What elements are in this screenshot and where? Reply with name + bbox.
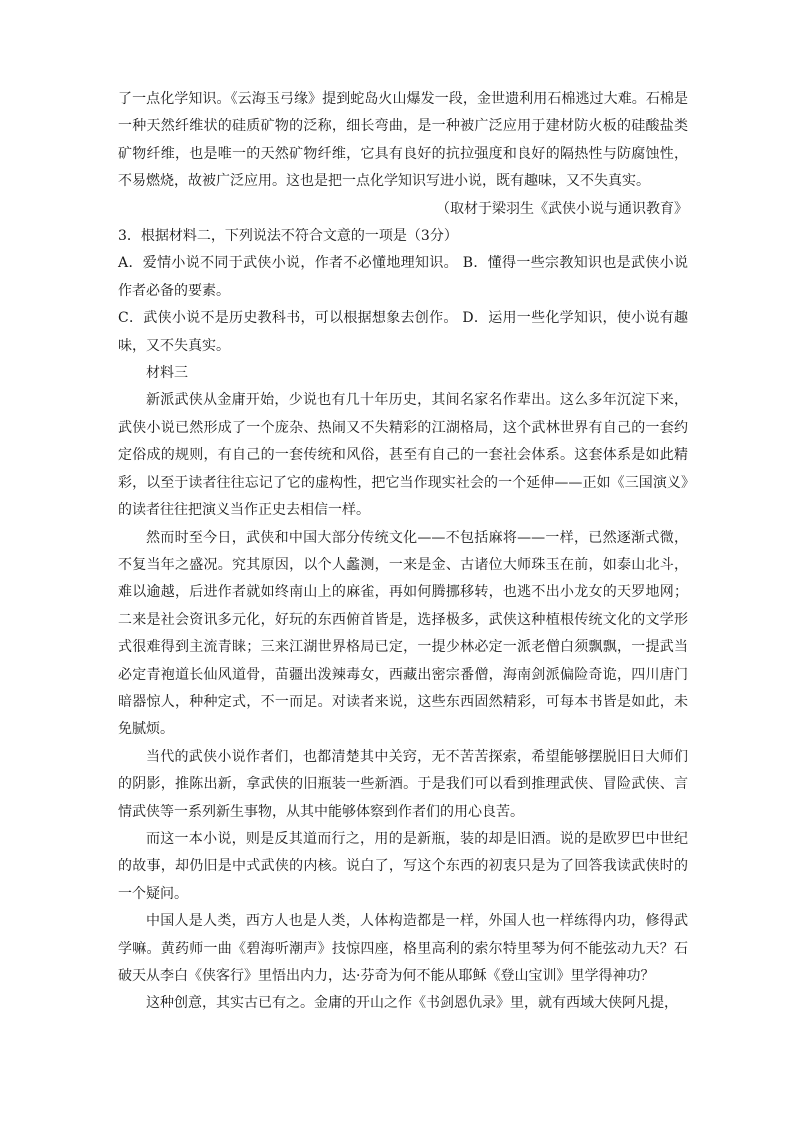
material2-tail-paragraph: 了一点化学知识。《云海玉弓缘》提到蛇岛火山爆发一段，金世遗利用石棉逃过大难。石棉是一种天然纤维状的硅质矿物的泛称，细长弯曲，是一种被广泛应用于建材防火板的硅酸盐类矿物纤维，也是唯一的天然矿物纤维，它具有良好的抗拉强度和良好的隔热性与防腐蚀性，不易燃烧，故被广泛应用。这也是把一点化学知识写进小说，既有趣味，又不失真实。 bbox=[118, 91, 688, 190]
question-options-cd: C．武侠小说不是历史教科书，可以根据想象去创作。 D．运用一些化学知识，使小说有趣味，又不失真实。 bbox=[118, 310, 688, 354]
question-options-ab: A．爱情小说不同于武侠小说，作者不必懂地理知识。 B．懂得一些宗教知识也是武侠小说作者必备的要素。 bbox=[118, 255, 688, 299]
material3-paragraph: 中国人是人类，西方人也是人类，人体构造都是一样，外国人也一样练得内功，修得武学嘛。黄药师一曲《碧海听潮声》技惊四座，格里高利的索尔特里琴为何不能弦动九天？石破天从李白《侠客行》里悟出内力，达·芬奇为何不能从耶稣《登山宝训》里学得神功？ bbox=[118, 913, 688, 984]
source-citation: （取材于梁羽生《武侠小说与通识教育》 bbox=[436, 200, 688, 217]
material3-paragraph: 当代的武侠小说作者们，也都清楚其中关窍，无不苦苦探索，希望能够摆脱旧日大师们的阴影，推陈出新，拿武侠的旧瓶装一些新酒。于是我们可以看到推理武侠、冒险武侠、言情武侠等一系列新生事物，从其中能够体察到作者们的用心良苦。 bbox=[118, 748, 688, 820]
material3-paragraph: 而这一本小说，则是反其道而行之，用的是新瓶，装的却是旧酒。说的是欧罗巴中世纪的故事，却仍旧是中式武侠的内核。说白了，写这个东西的初衷只是为了回答我读武侠时的一个疑问。 bbox=[118, 830, 688, 902]
document-page bbox=[118, 86, 688, 1018]
question-stem: 3．根据材料二，下列说法不符合文意的一项是（3分） bbox=[118, 228, 458, 245]
material3-heading: 材料三 bbox=[146, 365, 188, 382]
material3-paragraph: 然而时至今日，武侠和中国大部分传统文化——不包括麻将——一样，已然逐渐式微，不复当年之盛况。究其原因，以个人蠡测，一来是金、古诸位大师珠玉在前，如泰山北斗，难以逾越，后进作者就如终南山上的麻雀，再如何腾挪移转，也逃不出小龙女的天罗地网；二来是社会资讯多元化，好玩的东西俯首皆是，选择极多，武侠这种植根传统文化的文学形式很难得到主流青睐；三来江湖世界格局已定，一提少林必定一派老僧白须飘飘，一提武当必定青袍道长仙风道骨，苗疆出泼辣毒女，西藏出密宗番僧，海南剑派偏险奇诡，四川唐门暗器惊人，种种定式，不一而足。对读者来说，这些东西固然精彩，可每本书皆是如此，未免腻烦。 bbox=[118, 529, 688, 738]
material3-paragraph: 这种创意，其实古已有之。金庸的开山之作《书剑恩仇录》里，就有西域大侠阿凡提， bbox=[146, 995, 678, 1012]
material3-paragraph: 新派武侠从金庸开始，少说也有几十年历史，其间名家名作辈出。这么多年沉淀下来，武侠小说已然形成了一个庞杂、热闹又不失精彩的江湖格局，这个武林世界有自己的一套约定俗成的规则，有自己的一套传统和风俗，甚至有自己的一套社会体系。这套体系是如此精彩，以至于读者往往忘记了它的虚构性，把它当作现实社会的一个延伸——正如《三国演义》的读者往往把演义当作正史去相信一样。 bbox=[118, 392, 688, 519]
